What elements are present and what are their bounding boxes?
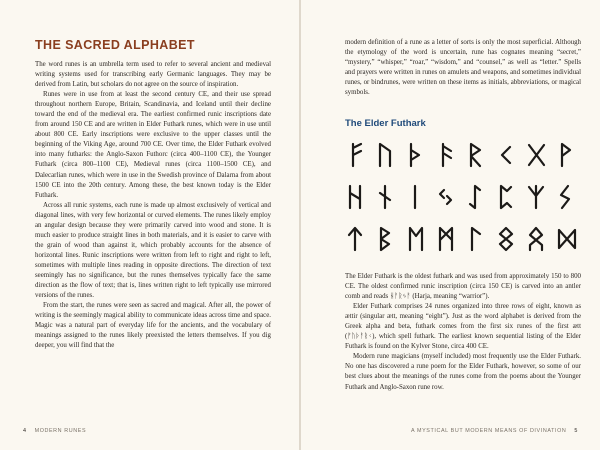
rune-wunjo [562,144,570,166]
left-page [0,0,299,450]
rune-tiwaz [349,228,361,250]
rune-ehwaz [410,228,422,250]
elder-futhark-rune-chart [345,142,580,252]
running-head: A MYSTICAL BUT MODERN MEANS OF DIVINATION [411,428,567,434]
rune-kenaz [502,147,510,163]
rune-naudhiz [380,186,390,208]
paragraph: The Elder Futhark is the oldest futhark and was used from approximately 150 to 800 CE. The oldest confirmed runic inscription (circa 150 CE) is carved into an antler comb and reads ᚺᚨᚱᛃᚨ (Harja, meaning “warrior”). [345,273,581,301]
right-top-text [345,38,581,98]
rune-berkano [381,228,389,250]
right-bottom-text [345,272,581,393]
rune-mannaz [440,228,452,250]
rune-ansuz [443,144,451,166]
chapter-heading: THE SACRED ALPHABET [35,38,195,52]
rune-perthro [501,186,511,208]
rune-gebo [529,145,544,165]
right-page [301,0,600,450]
left-body-text [35,60,271,351]
paragraph: From the start, the runes were seen as sacred and magical. After all, the power of writing is the seemingly magical ability to communicate ideas across time and space. Magic was a natural part of everyday life for the ancients, and the vocabulary of meanings assigned to the runes likely preexisted the letters themselves. If you dig deeper, you will find that the [35,302,271,350]
page-number: 5 [574,428,578,434]
rune-jera [440,190,451,204]
rune-thurisaz [411,144,419,166]
page-number: 4 [23,428,27,434]
rune-sowilo [561,186,569,208]
left-footer [23,428,86,434]
paragraph: Modern rune magicians (myself included) most frequently use the Elder Futhark. No one has discovered a rune poem for the Elder Futhark, however, so some of our best clues about the meanings of the runes come from the poems about the Younger Futhark and Anglo-Saxon rune row. [345,353,581,391]
rune-fehu [353,144,361,166]
rune-hagalaz [350,186,360,208]
rune-uruz [380,144,390,166]
right-footer [411,428,578,434]
rune-algiz [529,186,543,208]
paragraph: Elder Futhark comprises 24 runes organized into three rows of eight, known as ættir (singular ætt, meaning “eight”). Just as the word alphabet is derived from the Greek alpha and beta, futhark comes from the first six runes of the first ætt (ᚠᚢᚦᚨᚱᚲ), which spell futhark. The earliest known sequential listing of the Elder Futhark is found on the Kylver Stone, circa 400 CE. [345,303,581,351]
rune-raidho [471,144,480,166]
paragraph: modern definition of a rune as a letter of sorts is only the most superficial. Although the etymology of the word is uncertain, rune has cognates meaning “secret,” “mystery,” “whisper,” “roar,” “wisdom,” and “counsel,” as well as “letter.” Spells and prayers were written in runes on amulets and weapons, and sometimes individual runes, or bindrunes, were written on these items as initials, abbreviations, or magical symbols. [345,39,581,97]
paragraph: Runes were in use from at least the second century CE, and their use spread throughout northern Europe, Britain, Scandinavia, and Iceland until their decline toward the end of the medieval era. The earliest confirmed runic inscriptions date from around 150 CE and are written in Elder Futhark runes, which were in use until about 800 CE. Early inscriptions were exclusive to the upper classes until the beginning of the Viking Age, around 700 CE. Over time, the Elder Futhark evolved into many futharks: the Anglo-Saxon Futhorc (circa 400–1100 CE), the Younger Futhark (circa 800–1100 CE), Medieval runes (circa 1100–1500 CE), and Dalecarlian runes, which were in use in the Swedish province of Dalarna from about 1500 CE into the 20th century. Among these, the best known today is the Elder Futhark. [35,91,271,199]
section-subheading: The Elder Futhark [345,118,426,129]
rune-laguz [472,228,480,250]
running-head: MODERN RUNES [34,428,87,434]
rune-eihwaz [470,186,480,208]
rune-dagaz [559,230,575,248]
paragraph: Across all runic systems, each rune is made up almost exclusively of vertical and diagonal lines, with very few horizontal or curved elements. The runes likely employ an angular design because they were primarily carved into wood and stone. It is much easier to produce straight lines in both materials, and it is easier to carve with the grain of wood than against it, which probably accounts for the absence of horizontal lines. Runic inscriptions were written from left to right and right to left, sometimes with multiple lines reading in opposite directions. The direction of text seemingly has no significance, but the runes themselves typically face the same direction as the flow of text; that is, lines written right to left typically use mirrored versions of the runes. [35,201,271,300]
rune-ingwaz [500,228,512,250]
rune-othala [530,228,542,250]
paragraph: The word runes is an umbrella term used to refer to several ancient and medieval writing systems used for transcribing early Germanic languages. They may be derived from Latin, but scholars do not agree on the source of inspiration. [35,61,271,89]
